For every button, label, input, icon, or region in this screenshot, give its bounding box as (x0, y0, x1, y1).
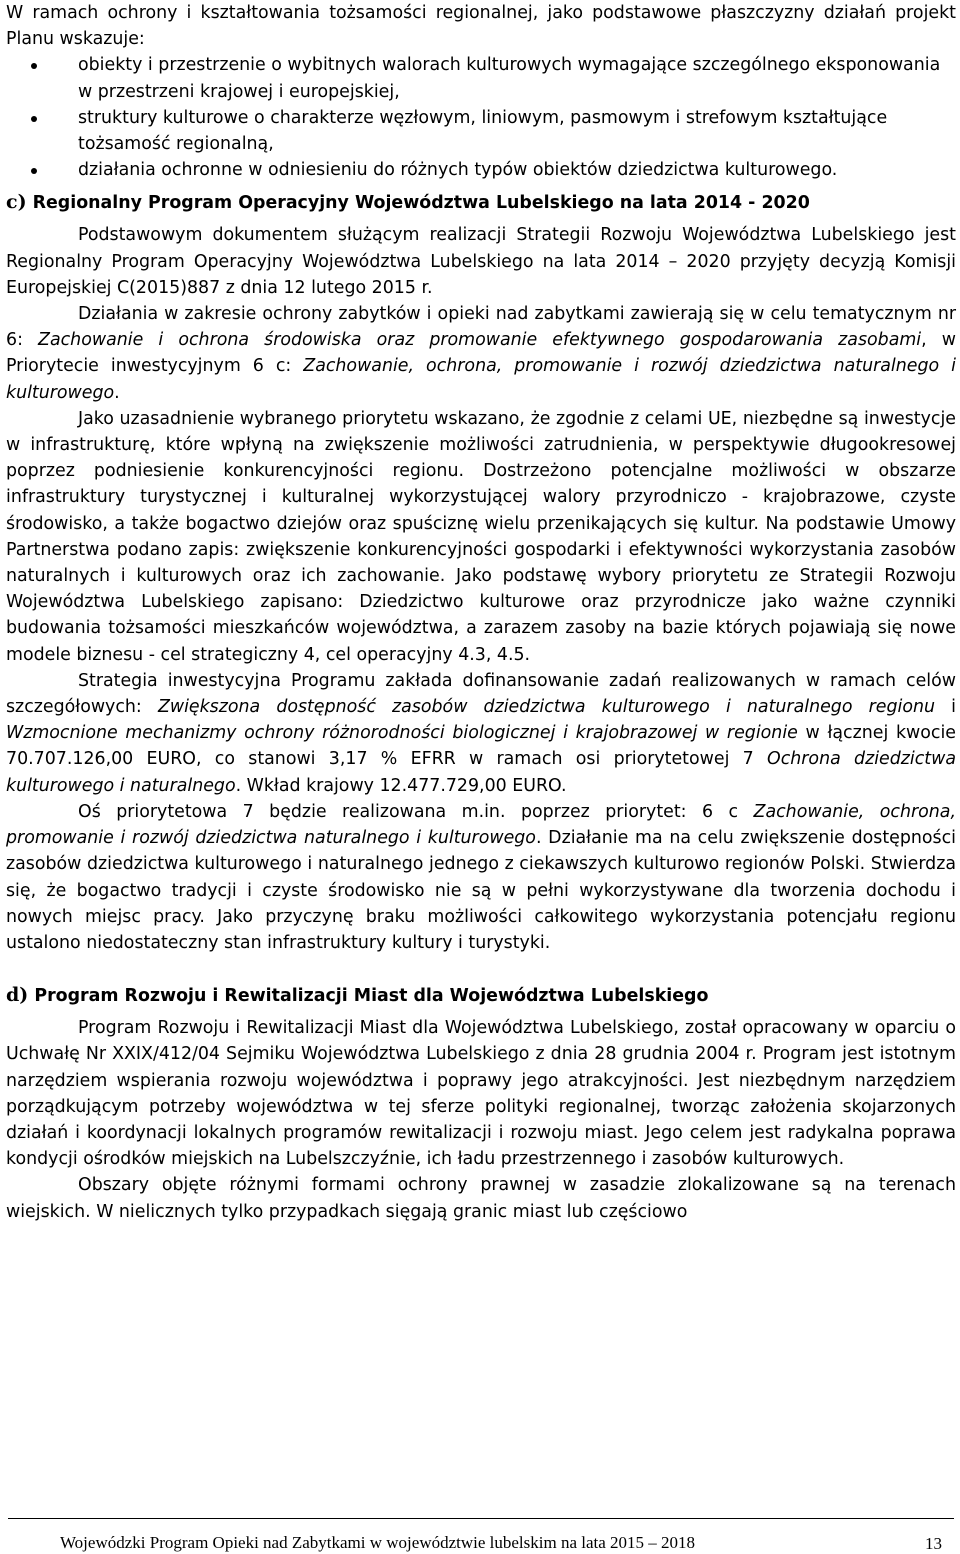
paragraph: Oś priorytetowa 7 będzie realizowana m.in. poprzez priorytet: 6 c Zachowanie, ochrona, promowanie i rozwój dziedzictwa naturalnego i kulturowego. Działanie ma na celu zwiększenie dostępności zasobów dziedzictwa kulturowego i naturalnego jednego z ciekawszych kulturowo regionów Polski. Stwierdza się, że bogactwo tradycji i czyste środowisko nie są w pełni wykorzystywane dla tworzenia dochodu i nowych miejsc pracy. Jako przyczynę braku możliwości całkowitego wykorzystania potencjału regionu ustalono niedostateczny stan infrastruktury kultury i turystyki. (6, 801, 956, 953)
list-item-text: działania ochronne w odniesieniu do różnych typów obiektów dziedzictwa kulturowego. (78, 160, 838, 181)
list-item (6, 105, 956, 157)
paragraph: Podstawowym dokumentem służącym realizacji Strategii Rozwoju Województwa Lubelskiego jest Regionalny Program Operacyjny Województwa Lubelskiego na lata 2014 – 2020 przyjęty decyzją Komisji Europejskiej C(2015)887 z dnia 12 lutego 2015 r. (6, 225, 956, 298)
document-page (6, 0, 956, 1225)
bullet-list (6, 52, 956, 183)
section-title: Regionalny Program Operacyjny Województwa Lubelskiego na lata 2014 - 2020 (32, 193, 810, 214)
paragraph: Działania w zakresie ochrony zabytków i opieki nad zabytkami zawierają się w celu tematycznym nr 6: Zachowanie i ochrona środowiska oraz promowanie efektywnego gospodarowania zasobami, w Priorytecie inwestycyjnym 6 c: Zachowanie, ochrona, promowanie i rozwój dziedzictwa naturalnego i kulturowego. (6, 304, 956, 403)
section-marker: d) (6, 984, 29, 1007)
bullet-icon (31, 116, 37, 122)
section-c-heading (6, 189, 956, 216)
list-item-text: struktury kulturowe o charakterze węzłowym, liniowym, pasmowym i strefowym kształtujące tożsamość regionalną, (78, 107, 888, 155)
list-item (6, 52, 956, 104)
paragraph: Program Rozwoju i Rewitalizacji Miast dla Województwa Lubelskiego, został opracowany w oparciu o Uchwałę Nr XXIX/412/04 Sejmiku Województwa Lubelskiego z dnia 28 grudnia 2004 r. Program jest istotnym narzędziem wspierania rozwoju województwa i poprawy jego atrakcyjności. Jest niezbędnym narzędziem porządkującym potrzeby województwa w tej sferze polityki regionalnej, tworząc założenia skojarzonych działań i koordynacji lokalnych programów rewitalizacji i rozwoju miast. Jego celem jest radykalna poprawa kondycji ośrodków miejskich na Lubelszczyźnie, ich ładu przestrzennego i zasobów kulturowych. (6, 1018, 956, 1170)
bullet-icon (31, 168, 37, 174)
intro-paragraph: W ramach ochrony i kształtowania tożsamości regionalnej, jako podstawowe płaszczyzny działań projekt Planu wskazuje: (6, 3, 956, 50)
page-number: 13 (925, 1534, 942, 1553)
list-item (6, 157, 956, 183)
section-title: Program Rozwoju i Rewitalizacji Miast dla Województwa Lubelskiego (34, 986, 709, 1007)
list-item-text: obiekty i przestrzenie o wybitnych walorach kulturowych wymagające szczególnego eksponowania w przestrzeni krajowej i europejskiej, (78, 55, 941, 102)
paragraph: Jako uzasadnienie wybranego priorytetu wskazano, że zgodnie z celami UE, niezbędne są inwestycje w infrastrukturę, które wpłyną na zwiększenie możliwości zatrudnienia, w perspektywie długookresowej poprzez podniesienie konkurencyjności regionu. Dostrzeżono potencjalne możliwości w obszarze infrastruktury turystycznej i kulturalnej wykorzystującej walory przyrodniczo - krajobrazowe, czyste środowisko, a także bogactwo dziejów oraz spuściznę wielu przenikających się kultur. Na podstawie Umowy Partnerstwa podano zapis: zwiększenie konkurencyjności gospodarki i efektywności wykorzystania zasobów naturalnych i kulturowych oraz ich zachowanie. Jako podstawę wybory priorytetu ze Strategii Rozwoju Województwa Lubelskiego zapisano: Dziedzictwo kulturowe oraz przyrodnicze jako ważne czynniki budowania tożsamości mieszkańców województwa, a zarazem zasoby na bazie których pojawiają się nowe modele biznesu - cel strategiczny 4, cel operacyjny 4.3, 4.5. (6, 408, 956, 665)
paragraph: Strategia inwestycyjna Programu zakłada dofinansowanie zadań realizowanych w ramach celów szczegółowych: Zwiększona dostępność zasobów dziedzictwa kulturowego i naturalnego regionu i Wzmocnione mechanizmy ochrony różnorodności biologicznej i krajobrazowej w regionie w łącznej kwocie 70.707.126,00 EURO, co stanowi 3,17 % EFRR w ramach osi priorytetowej 7 Ochrona dziedzictwa kulturowego i naturalnego. Wkład krajowy 12.477.729,00 EURO. (6, 670, 956, 796)
bullet-icon (31, 63, 37, 69)
footer-divider (8, 1518, 954, 1519)
paragraph: Obszary objęte różnymi formami ochrony prawnej w zasadzie zlokalizowane są na terenach wiejskich. W nielicznych tylko przypadkach sięgają granic miast lub częściowo (6, 1175, 956, 1222)
section-marker: c) (6, 191, 27, 214)
section-d-heading (6, 982, 956, 1009)
footer-text: Wojewódzki Program Opieki nad Zabytkami w województwie lubelskim na lata 2015 – 2018 (60, 1533, 696, 1552)
